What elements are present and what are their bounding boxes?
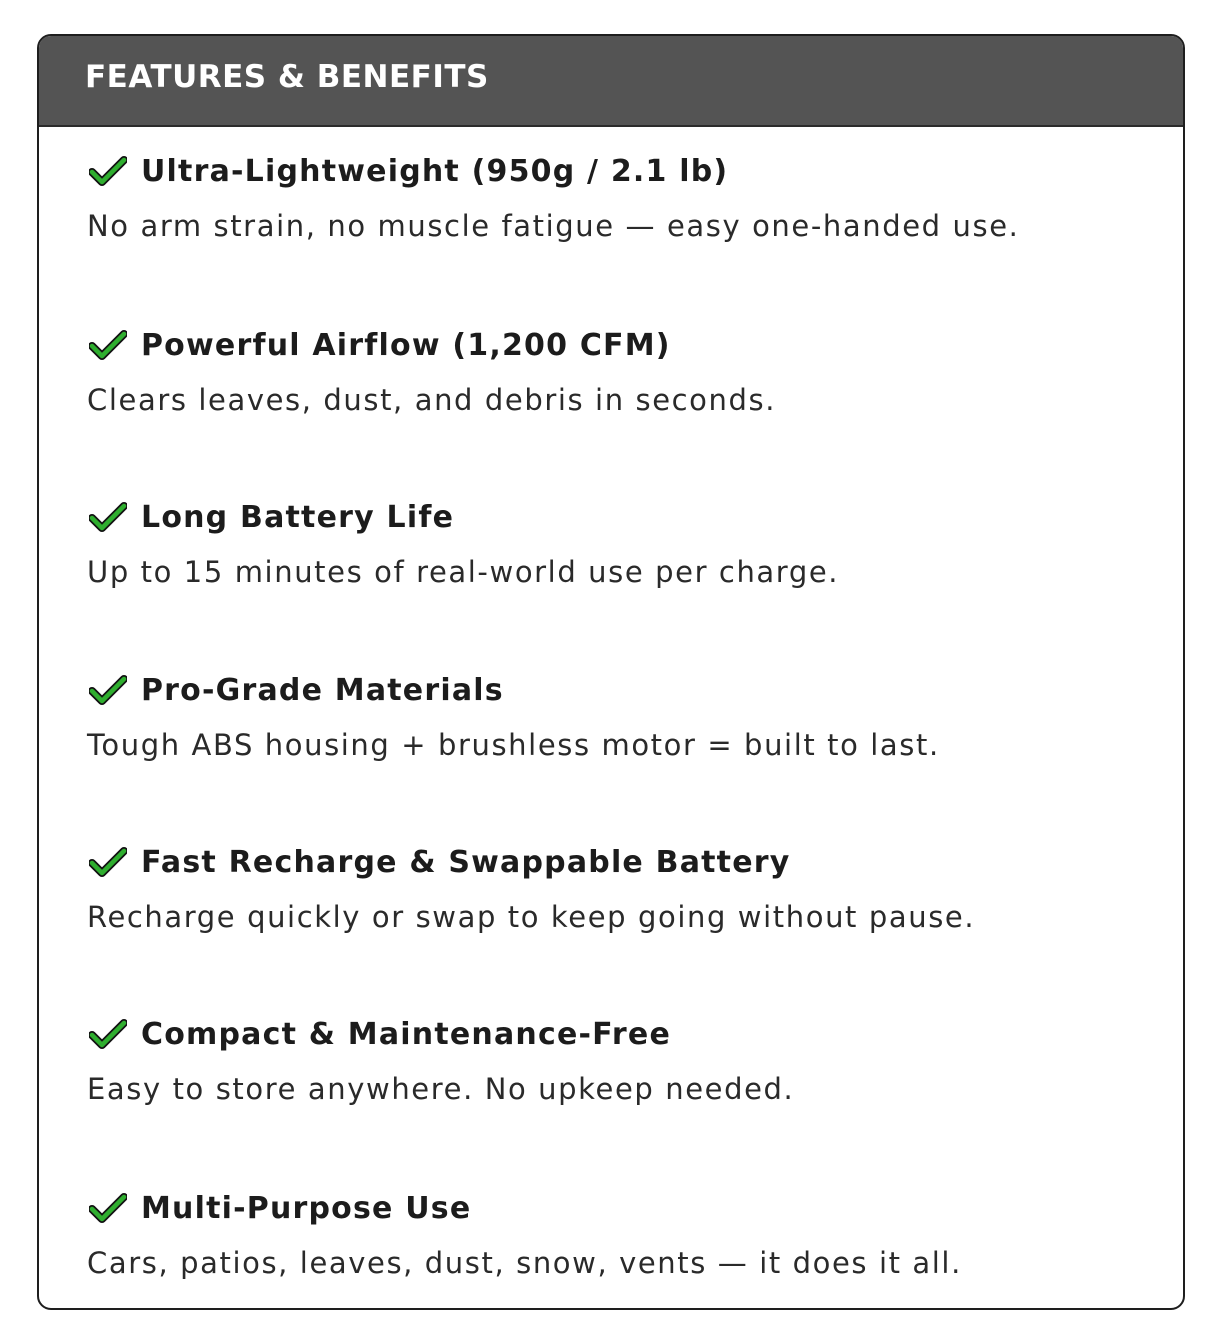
feature-title: Ultra-Lightweight (950g / 2.1 lb): [141, 153, 729, 189]
feature-item: [39, 473, 1183, 633]
feature-description: Cars, patios, leaves, dust, snow, vents — it does it all.: [87, 1246, 962, 1280]
feature-item: [39, 301, 1183, 461]
check-icon: [89, 1019, 127, 1049]
check-icon: [89, 1193, 127, 1223]
feature-item: [39, 990, 1183, 1150]
feature-title: Multi-Purpose Use: [141, 1190, 472, 1226]
check-icon: [89, 502, 127, 532]
feature-head: [89, 153, 728, 189]
feature-item: [39, 1164, 1183, 1310]
check-icon: [89, 156, 127, 186]
feature-description: Tough ABS housing + brushless motor = built to last.: [87, 728, 940, 762]
check-icon: [89, 675, 127, 705]
feature-title: Powerful Airflow (1,200 CFM): [141, 327, 671, 363]
panel-header: [39, 36, 1183, 127]
feature-description: Recharge quickly or swap to keep going without pause.: [87, 900, 976, 934]
feature-description: Up to 15 minutes of real-world use per charge.: [87, 555, 840, 589]
feature-description: No arm strain, no muscle fatigue — easy one-handed use.: [87, 209, 1020, 243]
feature-head: [89, 327, 671, 363]
features-benefits-panel: [37, 34, 1185, 1310]
feature-head: [89, 1016, 671, 1052]
feature-title: Pro-Grade Materials: [141, 672, 504, 708]
feature-item: [39, 127, 1183, 287]
feature-head: [89, 1190, 471, 1226]
feature-description: Easy to store anywhere. No upkeep needed.: [87, 1072, 795, 1106]
feature-title: Compact & Maintenance-Free: [141, 1016, 672, 1052]
feature-title: Long Battery Life: [141, 499, 455, 535]
feature-head: [89, 844, 791, 880]
check-icon: [89, 847, 127, 877]
check-icon: [89, 330, 127, 360]
feature-head: [89, 672, 504, 708]
feature-item: [39, 646, 1183, 806]
feature-head: [89, 499, 454, 535]
feature-title: Fast Recharge & Swappable Battery: [141, 844, 791, 880]
feature-item: [39, 818, 1183, 978]
panel-title: FEATURES & BENEFITS: [85, 59, 489, 95]
feature-description: Clears leaves, dust, and debris in seconds.: [87, 383, 777, 417]
